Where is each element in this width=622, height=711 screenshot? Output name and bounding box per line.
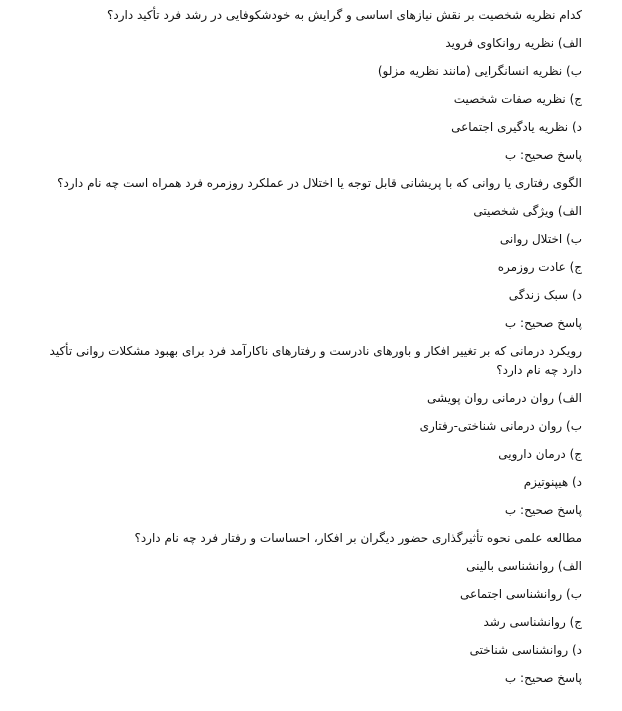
correct-answer: پاسخ صحیح: ب — [504, 671, 582, 685]
option-b: ب) اختلال روانی — [499, 232, 582, 246]
quiz-document — [30, 6, 582, 697]
option-b: ب) نظریه انسانگرایی (مانند نظریه مزلو) — [377, 64, 582, 78]
correct-answer: پاسخ صحیح: ب — [504, 316, 582, 330]
question-block — [30, 6, 582, 165]
option-c: ج) درمان دارویی — [498, 447, 582, 461]
option-c: ج) روانشناسی رشد — [483, 615, 582, 629]
option-d: د) سبک زندگی — [508, 288, 582, 302]
correct-answer: پاسخ صحیح: ب — [504, 148, 582, 162]
question-text: رویکرد درمانی که بر تغییر افکار و باورهای نادرست و رفتارهای ناکارآمد فرد برای بهبود مشکلات روانی تأکید دارد چه نام دارد؟ — [49, 344, 582, 377]
option-c: ج) عادت روزمره — [497, 260, 582, 274]
question-text: کدام نظریه شخصیت بر نقش نیازهای اساسی و گرایش به خودشکوفایی در رشد فرد تأکید دارد؟ — [107, 8, 582, 22]
option-a: الف) روانشناسی بالینی — [466, 559, 582, 573]
option-b: ب) روانشناسی اجتماعی — [459, 587, 582, 601]
question-text: مطالعه علمی نحوه تأثیرگذاری حضور دیگران بر افکار، احساسات و رفتار فرد چه نام دارد؟ — [134, 531, 582, 545]
question-text: الگوی رفتاری یا روانی که با پریشانی قابل توجه یا اختلال در عملکرد روزمره فرد همراه است چه نام دارد؟ — [57, 176, 582, 190]
question-block — [30, 529, 582, 688]
question-block — [30, 342, 582, 520]
option-c: ج) نظریه صفات شخصیت — [453, 92, 582, 106]
correct-answer: پاسخ صحیح: ب — [504, 503, 582, 517]
question-block — [30, 174, 582, 333]
option-b: ب) روان درمانی شناختی-رفتاری — [419, 419, 582, 433]
option-d: د) نظریه یادگیری اجتماعی — [451, 120, 582, 134]
option-d: د) روانشناسی شناختی — [469, 643, 582, 657]
option-a: الف) ویژگی شخصیتی — [473, 204, 582, 218]
option-d: د) هیپنوتیزم — [523, 475, 582, 489]
option-a: الف) روان درمانی روان پویشی — [427, 391, 582, 405]
option-a: الف) نظریه روانکاوی فروید — [445, 36, 582, 50]
